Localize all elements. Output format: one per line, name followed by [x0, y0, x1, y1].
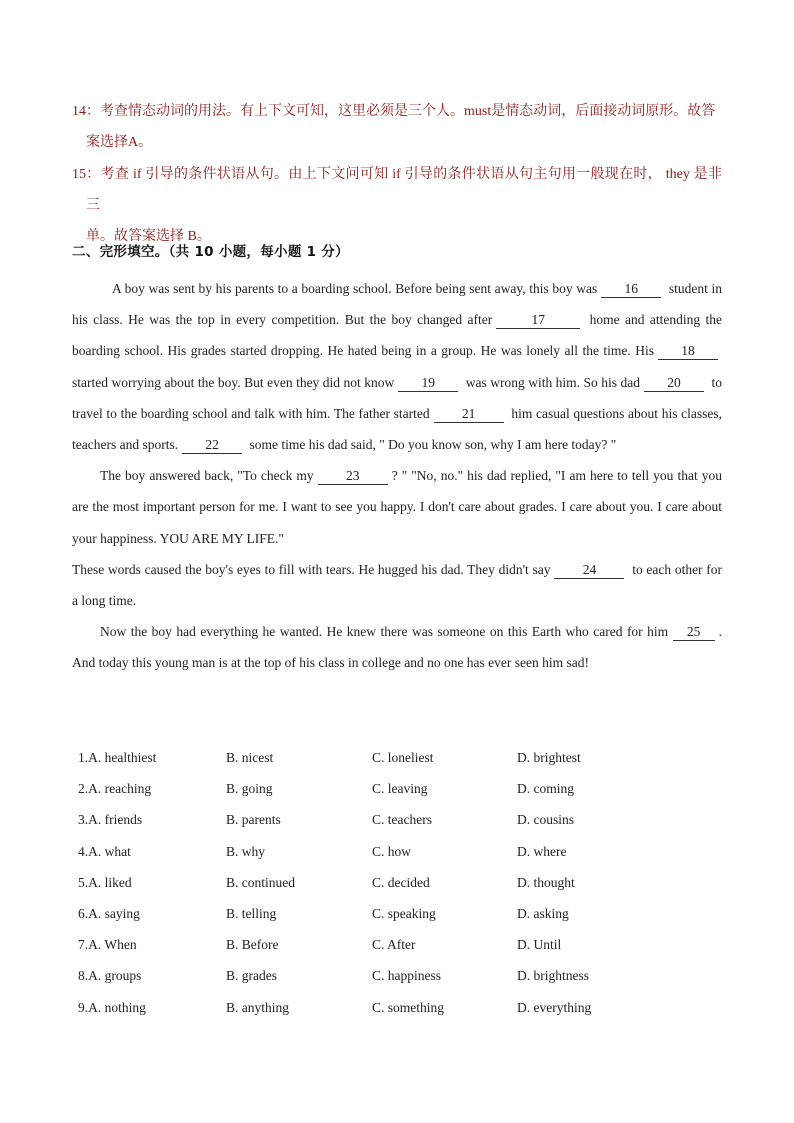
- option-c: C. how: [372, 843, 412, 859]
- option-a: 9.A. nothing: [78, 999, 146, 1015]
- option-row-1: [78, 742, 678, 773]
- option-c: C. After: [372, 937, 416, 953]
- analysis-item-15: [72, 159, 722, 252]
- passage-text: Now the boy had everything he wanted. He knew there was someone on this Earth who cared for him: [100, 624, 669, 640]
- passage-paragraph-2: [72, 460, 722, 554]
- analysis-line: 14：考查情态动词的用法。有上下文可知，这里必须是三个人。must是情态动词，后面接动词原形。故答: [72, 104, 716, 119]
- analysis-item-14: [72, 96, 722, 158]
- option-a: 3.A. friends: [78, 812, 143, 828]
- blank-22: 22: [182, 437, 242, 454]
- option-b: B. Before: [226, 937, 279, 953]
- analysis-line: 15：考查 if 引导的条件状语从句。由上下文问可知 if 引导的条件状语从句主句用一般现在时， they 是非三: [72, 167, 722, 213]
- option-row-4: [78, 836, 678, 867]
- option-a: 6.A. saying: [78, 905, 140, 921]
- answer-options: [78, 742, 678, 1023]
- option-c: C. leaving: [372, 781, 428, 797]
- analysis-text: [72, 159, 722, 252]
- option-row-5: [78, 867, 678, 898]
- option-row-6: [78, 898, 678, 929]
- option-b: B. parents: [226, 812, 281, 828]
- option-d: D. coming: [517, 781, 574, 797]
- option-b: B. nicest: [226, 750, 274, 765]
- blank-18: 18: [658, 343, 718, 360]
- option-d: D. asking: [517, 905, 569, 921]
- passage-text: was wrong with him. So his dad: [465, 374, 641, 390]
- passage-text: ? " "No, no." his dad replied, "I am here to tell you that you are the most important person for me. I want to see you happy. I don't care about grades. I care about you. I care about your happiness. YOU ARE MY LIFE.": [72, 468, 723, 546]
- passage-text: student in his class. He was the top in every competition. But the boy changed after: [72, 281, 723, 328]
- option-a: 5.A. liked: [78, 874, 132, 890]
- blank-24: 24: [554, 562, 624, 579]
- blank-19: 19: [398, 375, 458, 392]
- option-d: D. where: [517, 843, 567, 859]
- passage-text: started worrying about the boy. But even they did not know: [72, 374, 395, 390]
- blank-20: 20: [644, 375, 704, 392]
- option-row-7: [78, 929, 678, 960]
- passage-paragraph-1: [72, 273, 722, 460]
- option-c: C. decided: [372, 874, 430, 890]
- passage-text: The boy answered back, "To check my: [100, 468, 314, 484]
- passage-paragraph-3: [72, 554, 722, 616]
- analysis-line: 案选择A。: [86, 135, 153, 150]
- option-row-3: [78, 804, 678, 835]
- option-d: D. cousins: [517, 812, 574, 828]
- option-a: 7.A. When: [78, 937, 137, 953]
- option-d: D. Until: [517, 937, 562, 953]
- option-b: B. going: [226, 781, 273, 797]
- option-c: C. something: [372, 999, 445, 1015]
- option-b: B. why: [226, 843, 266, 859]
- blank-16: 16: [601, 281, 661, 298]
- option-a: 1.A. healthiest: [78, 750, 157, 765]
- option-c: C. happiness: [372, 968, 441, 984]
- option-c: C. teachers: [372, 812, 432, 828]
- analysis-line: 单。故答案选择 B。: [86, 229, 211, 244]
- option-d: D. brightness: [517, 968, 589, 984]
- passage-text: some time his dad said, " Do you know son, why I am here today? ": [249, 437, 617, 453]
- option-a: 2.A. reaching: [78, 781, 152, 797]
- option-row-9: [78, 992, 678, 1023]
- option-c: C. speaking: [372, 905, 436, 921]
- option-row-2: [78, 773, 678, 804]
- passage-text: to travel to the boarding school and talk with him. The father started: [72, 374, 723, 421]
- blank-17: 17: [496, 312, 580, 329]
- cloze-passage: [72, 273, 722, 679]
- option-b: B. continued: [226, 874, 295, 890]
- passage-text: home and attending the boarding school. His grades started dropping. He hated being in a group. He was lonely all the time. His: [72, 312, 722, 359]
- passage-paragraph-4: [72, 616, 722, 678]
- blank-21: 21: [434, 406, 504, 423]
- option-d: D. brightest: [517, 750, 581, 765]
- blank-25: 25: [673, 624, 715, 641]
- passage-text: to each other for a long time.: [72, 561, 722, 609]
- option-b: B. telling: [226, 905, 277, 921]
- analysis-text: [72, 96, 722, 158]
- option-d: D. everything: [517, 999, 592, 1015]
- passage-text: These words caused the boy's eyes to fill with tears. He hugged his dad. They didn't say: [72, 561, 551, 577]
- option-d: D. thought: [517, 874, 575, 890]
- option-b: B. anything: [226, 999, 289, 1015]
- option-b: B. grades: [226, 968, 277, 984]
- section-heading: 二、完形填空。（共 10 小题，每小题 1 分）: [72, 244, 349, 260]
- passage-text: him casual questions about his classes, teachers and sports.: [72, 405, 723, 453]
- passage-text: A boy was sent by his parents to a boarding school. Before being sent away, this boy was: [112, 281, 598, 296]
- blank-23: 23: [318, 468, 388, 485]
- option-row-8: [78, 960, 678, 991]
- passage-text: . And today this young man is at the top of his class in college and no one has ever seen him sad!: [72, 624, 722, 671]
- option-c: C. loneliest: [372, 750, 434, 765]
- option-a: 4.A. what: [78, 843, 131, 859]
- option-a: 8.A. groups: [78, 968, 142, 984]
